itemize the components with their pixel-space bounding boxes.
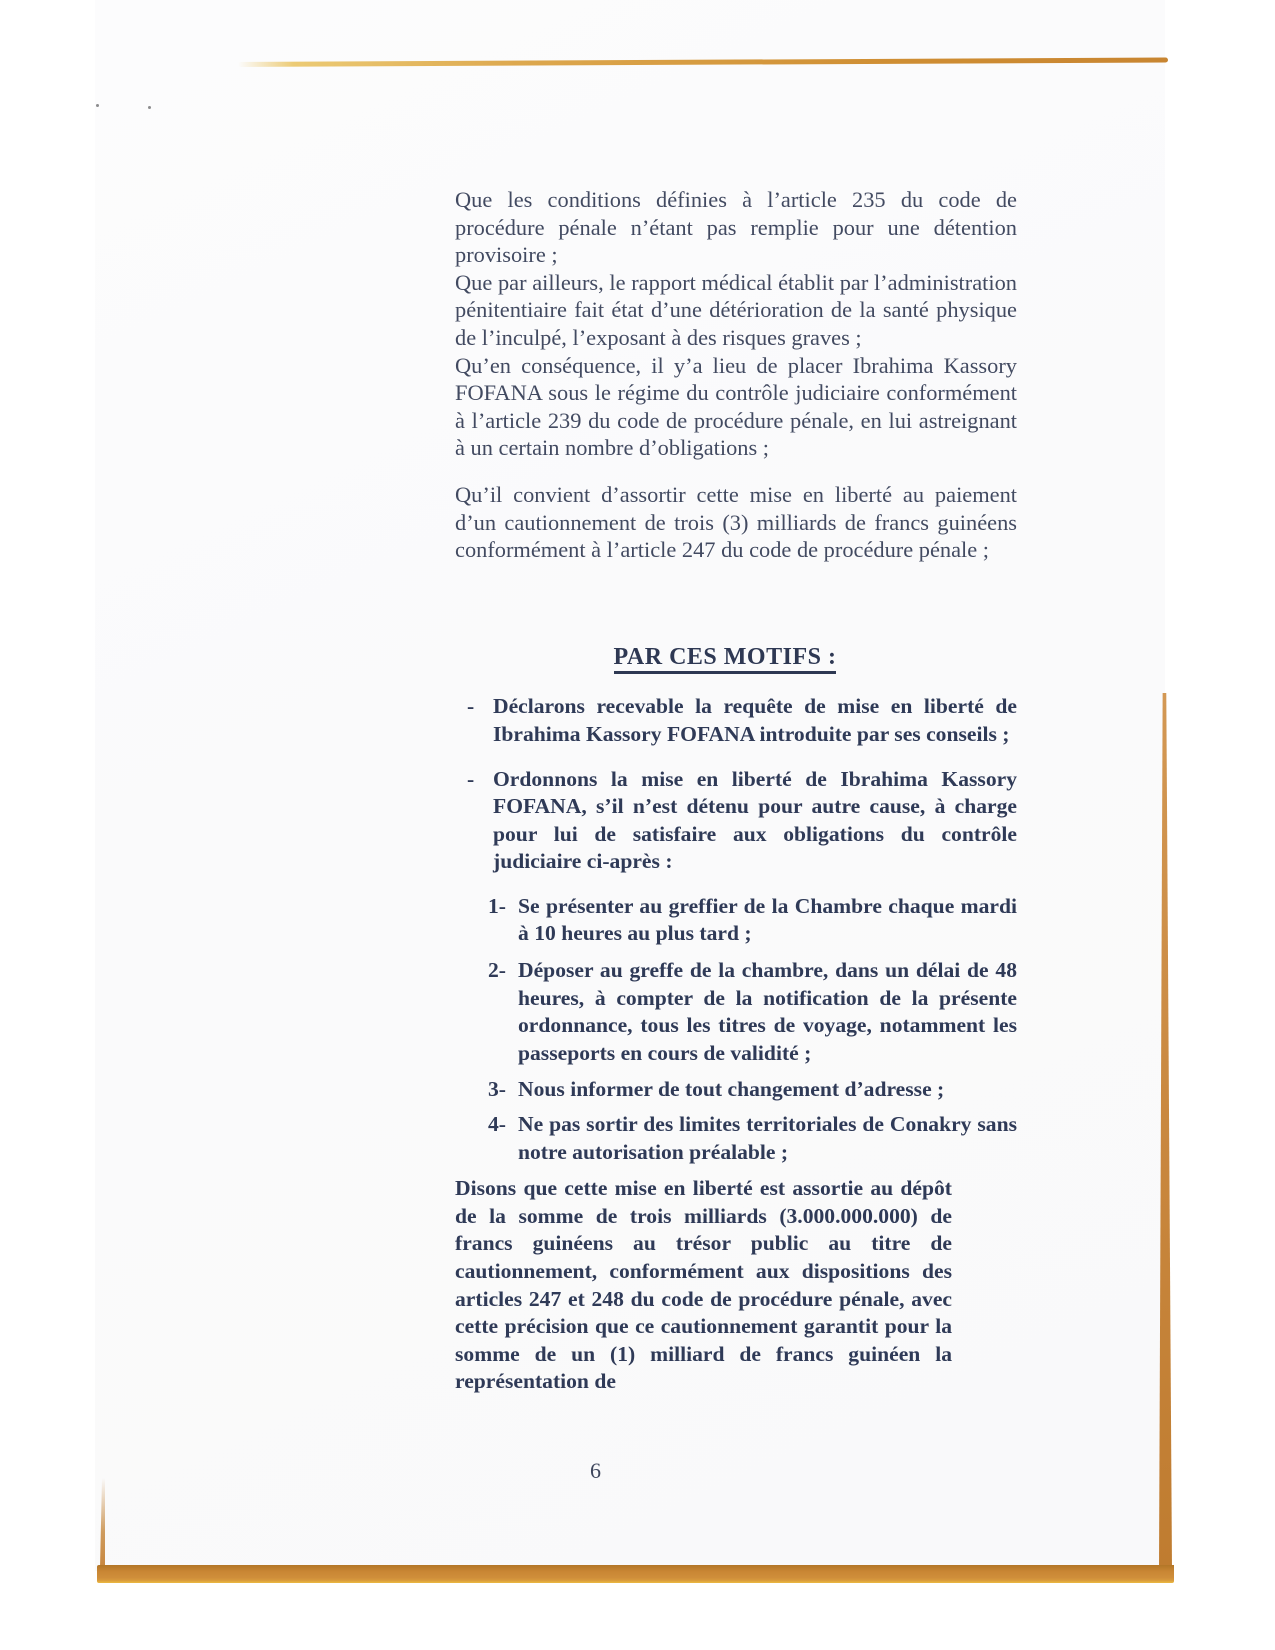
list-item-text: Nous informer de tout changement d’adresse ; <box>518 1077 945 1102</box>
list-item-text: Ordonnons la mise en liberté de Ibrahima Kassory FOFANA, s’il n’est détenu pour autre cause, à charge pour lui de satisfaire aux obligations du contrôle judiciaire ci-après : <box>493 766 1017 874</box>
obligation-item-2 <box>455 957 1017 1067</box>
heading-text: PAR CES MOTIFS : <box>614 644 837 674</box>
paragraph-disons-caution: Disons que cette mise en liberté est assortie au dépôt de la somme de trois milliards (3.000.000.000) de francs guinéens au trésor public au titre de cautionnement, conformément aux dispositions des articles 247 et 248 du code de procédure pénale, avec cette précision que ce cautionnement garantit pour la somme de un (1) milliard de francs guinéen la représentation de <box>455 1176 952 1394</box>
paragraph-controle-judiciaire: Qu’en conséquence, il y’a lieu de placer Ibrahima Kassory FOFANA sous le régime du contrôle judiciaire conformément à l’article 239 du code de procédure pénale, en lui astreignant à un certain nombre d’obligations ; <box>455 352 1017 461</box>
obligation-item-1 <box>455 893 1017 948</box>
scan-speck <box>96 104 99 107</box>
dash-marker: - <box>467 766 475 791</box>
number-marker: 2- <box>488 958 506 983</box>
dash-marker: - <box>467 694 475 719</box>
folder-edge-bottom <box>97 1565 1174 1583</box>
number-marker: 4- <box>488 1112 506 1137</box>
scan-speck <box>148 106 151 109</box>
obligations-list <box>455 893 1017 1166</box>
list-item-text: Se présenter au greffier de la Chambre chaque mardi à 10 heures au plus tard ; <box>518 893 1017 946</box>
section-heading-par-ces-motifs <box>455 644 995 672</box>
paragraph-cautionnement: Qu’il convient d’assortir cette mise en liberté au paiement d’un cautionnement de trois (3) milliards de francs guinéens conformément à l’article 247 du code de procédure pénale ; <box>455 481 1017 563</box>
list-item-text: Ne pas sortir des limites territoriales de Conakry sans notre autorisation préalable ; <box>518 1112 1017 1164</box>
decision-list <box>455 693 1017 876</box>
paragraph-conditions-235: Que les conditions définies à l’article 235 du code de procédure pénale n’étant pas remplie pour une détention provisoire ; <box>455 187 1017 268</box>
paragraph-rapport-medical: Que par ailleurs, le rapport médical établit par l’administration pénitentiaire fait état d’une détérioration de la santé physique de l’inculpé, l’exposant à des risques graves ; <box>455 269 1017 350</box>
obligation-item-4 <box>455 1111 1017 1166</box>
list-item-ordonnons <box>455 766 1017 876</box>
number-marker: 3- <box>488 1077 506 1102</box>
page-number: 6 <box>590 1458 601 1483</box>
number-marker: 1- <box>488 893 506 918</box>
list-item-text: Déclarons recevable la requête de mise en liberté de Ibrahima Kassory FOFANA introduite par ses conseils ; <box>493 694 1017 746</box>
obligation-item-3 <box>455 1076 1017 1104</box>
document-body <box>455 186 1017 1396</box>
list-item-declarons <box>455 693 1017 748</box>
list-item-text: Déposer au greffe de la chambre, dans un délai de 48 heures, à compter de la notification de la présente ordonnance, tous les titres de voyage, notamment les passeports en cours de validité ; <box>518 958 1017 1065</box>
